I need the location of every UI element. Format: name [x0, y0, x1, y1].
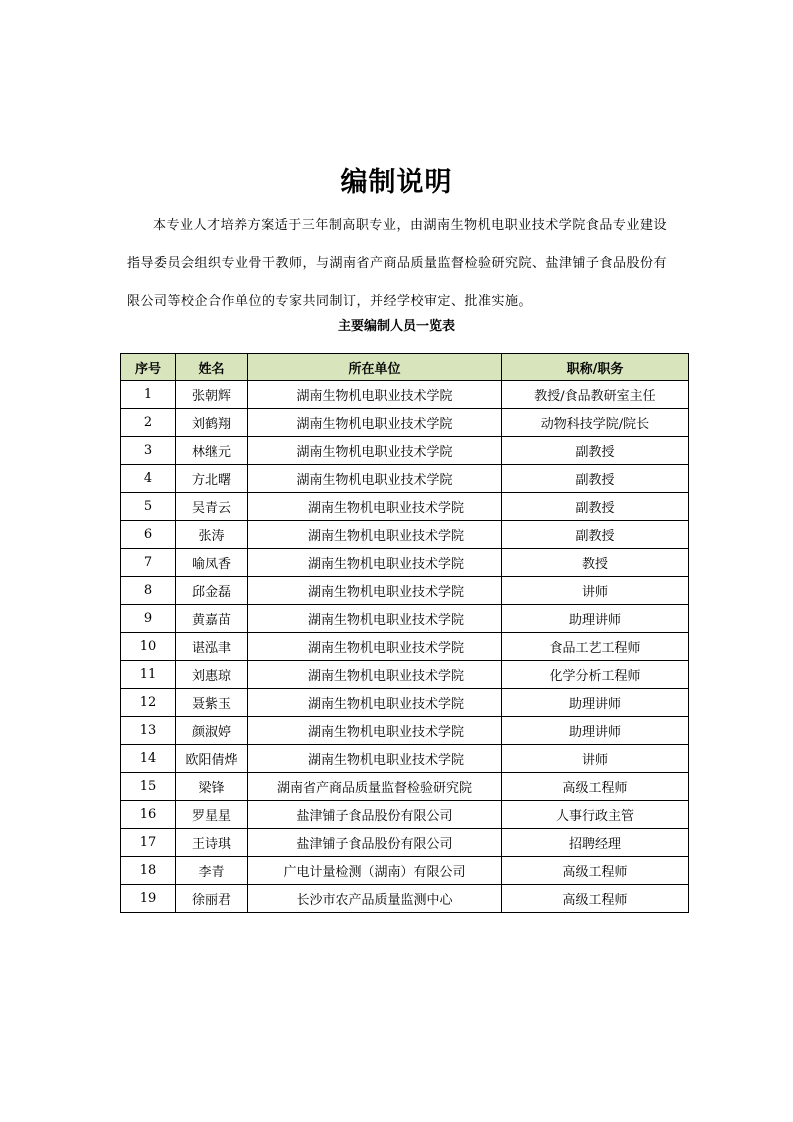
cell-organization: 盐津铺子食品股份有限公司 — [248, 829, 502, 857]
cell-title: 教授 — [502, 549, 689, 577]
cell-name: 张涛 — [176, 521, 248, 549]
table-row — [121, 493, 689, 521]
cell-organization: 湖南生物机电职业技术学院 — [248, 745, 502, 773]
cell-index: 15 — [121, 773, 176, 801]
cell-title: 讲师 — [502, 577, 689, 605]
cell-title: 化学分析工程师 — [502, 661, 689, 689]
cell-index: 2 — [121, 409, 176, 437]
header-title: 职称/职务 — [502, 354, 689, 381]
cell-title: 助理讲师 — [502, 689, 689, 717]
cell-name: 林继元 — [176, 437, 248, 465]
table-row — [121, 577, 689, 605]
table-row — [121, 661, 689, 689]
cell-title: 高级工程师 — [502, 857, 689, 885]
cell-organization: 湖南生物机电职业技术学院 — [248, 717, 502, 745]
cell-name: 颜淑婷 — [176, 717, 248, 745]
intro-paragraph-block — [127, 207, 667, 321]
cell-organization: 湖南生物机电职业技术学院 — [248, 633, 502, 661]
table-header-row — [121, 354, 689, 381]
table-row — [121, 381, 689, 409]
cell-organization: 广电计量检测（湖南）有限公司 — [248, 857, 502, 885]
cell-name: 徐丽君 — [176, 885, 248, 913]
cell-title: 副教授 — [502, 437, 689, 465]
cell-title: 高级工程师 — [502, 773, 689, 801]
cell-index: 6 — [121, 521, 176, 549]
cell-title: 招聘经理 — [502, 829, 689, 857]
cell-name: 王诗琪 — [176, 829, 248, 857]
cell-title: 助理讲师 — [502, 605, 689, 633]
table-row — [121, 689, 689, 717]
cell-index: 14 — [121, 745, 176, 773]
page-title: 编制说明 — [340, 167, 453, 198]
cell-organization: 湖南省产商品质量监督检验研究院 — [248, 773, 502, 801]
cell-index: 9 — [121, 605, 176, 633]
cell-title: 食品工艺工程师 — [502, 633, 689, 661]
cell-name: 聂紫玉 — [176, 689, 248, 717]
cell-index: 16 — [121, 801, 176, 829]
cell-name: 黄嘉苗 — [176, 605, 248, 633]
cell-name: 张朝辉 — [176, 381, 248, 409]
table-caption: 主要编制人员一览表 — [337, 319, 455, 334]
cell-name: 邱金磊 — [176, 577, 248, 605]
table-row — [121, 437, 689, 465]
cell-index: 11 — [121, 661, 176, 689]
table-row — [121, 605, 689, 633]
table-row — [121, 857, 689, 885]
table-body — [121, 381, 689, 913]
cell-index: 1 — [121, 381, 176, 409]
table-row — [121, 773, 689, 801]
cell-organization: 湖南生物机电职业技术学院 — [248, 549, 502, 577]
cell-organization: 湖南生物机电职业技术学院 — [248, 521, 502, 549]
cell-name: 刘鹤翔 — [176, 409, 248, 437]
cell-title: 副教授 — [502, 493, 689, 521]
table-row — [121, 409, 689, 437]
table-row — [121, 829, 689, 857]
cell-organization: 盐津铺子食品股份有限公司 — [248, 801, 502, 829]
cell-name: 吴青云 — [176, 493, 248, 521]
cell-organization: 湖南生物机电职业技术学院 — [248, 577, 502, 605]
cell-index: 7 — [121, 549, 176, 577]
cell-title: 副教授 — [502, 465, 689, 493]
cell-organization: 湖南生物机电职业技术学院 — [248, 437, 502, 465]
header-name: 姓名 — [176, 354, 248, 381]
header-organization: 所在单位 — [248, 354, 502, 381]
cell-index: 4 — [121, 465, 176, 493]
staff-table — [120, 353, 689, 913]
cell-organization: 长沙市农产品质量监测中心 — [248, 885, 502, 913]
cell-organization: 湖南生物机电职业技术学院 — [248, 661, 502, 689]
table-row — [121, 549, 689, 577]
table-row — [121, 521, 689, 549]
cell-index: 13 — [121, 717, 176, 745]
cell-name: 谌泓聿 — [176, 633, 248, 661]
cell-title: 副教授 — [502, 521, 689, 549]
cell-name: 欧阳倩烨 — [176, 745, 248, 773]
cell-title: 高级工程师 — [502, 885, 689, 913]
cell-index: 17 — [121, 829, 176, 857]
cell-index: 18 — [121, 857, 176, 885]
cell-title: 动物科技学院/院长 — [502, 409, 689, 437]
cell-name: 李青 — [176, 857, 248, 885]
cell-title: 人事行政主管 — [502, 801, 689, 829]
cell-title: 讲师 — [502, 745, 689, 773]
cell-index: 10 — [121, 633, 176, 661]
cell-title: 助理讲师 — [502, 717, 689, 745]
table-row — [121, 633, 689, 661]
intro-paragraph: 本专业人才培养方案适于三年制高职专业，由湖南生物机电职业技术学院食品专业建设指导委员会组织专业骨干教师，与湖南省产商品质量监督检验研究院、盐津铺子食品股份有限公司等校企合作单位的专家共同制订，并经学校审定、批准实施。 — [127, 218, 668, 309]
cell-index: 12 — [121, 689, 176, 717]
table-row — [121, 717, 689, 745]
cell-index: 5 — [121, 493, 176, 521]
cell-name: 喻凤香 — [176, 549, 248, 577]
cell-name: 方北曙 — [176, 465, 248, 493]
cell-index: 19 — [121, 885, 176, 913]
header-index: 序号 — [121, 354, 176, 381]
cell-organization: 湖南生物机电职业技术学院 — [248, 605, 502, 633]
cell-organization: 湖南生物机电职业技术学院 — [248, 381, 502, 409]
cell-organization: 湖南生物机电职业技术学院 — [248, 493, 502, 521]
table-row — [121, 465, 689, 493]
cell-title: 教授/食品教研室主任 — [502, 381, 689, 409]
cell-name: 刘惠琼 — [176, 661, 248, 689]
cell-organization: 湖南生物机电职业技术学院 — [248, 409, 502, 437]
cell-name: 罗星星 — [176, 801, 248, 829]
table-row — [121, 745, 689, 773]
table-row — [121, 885, 689, 913]
cell-index: 3 — [121, 437, 176, 465]
cell-organization: 湖南生物机电职业技术学院 — [248, 465, 502, 493]
cell-organization: 湖南生物机电职业技术学院 — [248, 689, 502, 717]
table-row — [121, 801, 689, 829]
cell-name: 梁锋 — [176, 773, 248, 801]
cell-index: 8 — [121, 577, 176, 605]
